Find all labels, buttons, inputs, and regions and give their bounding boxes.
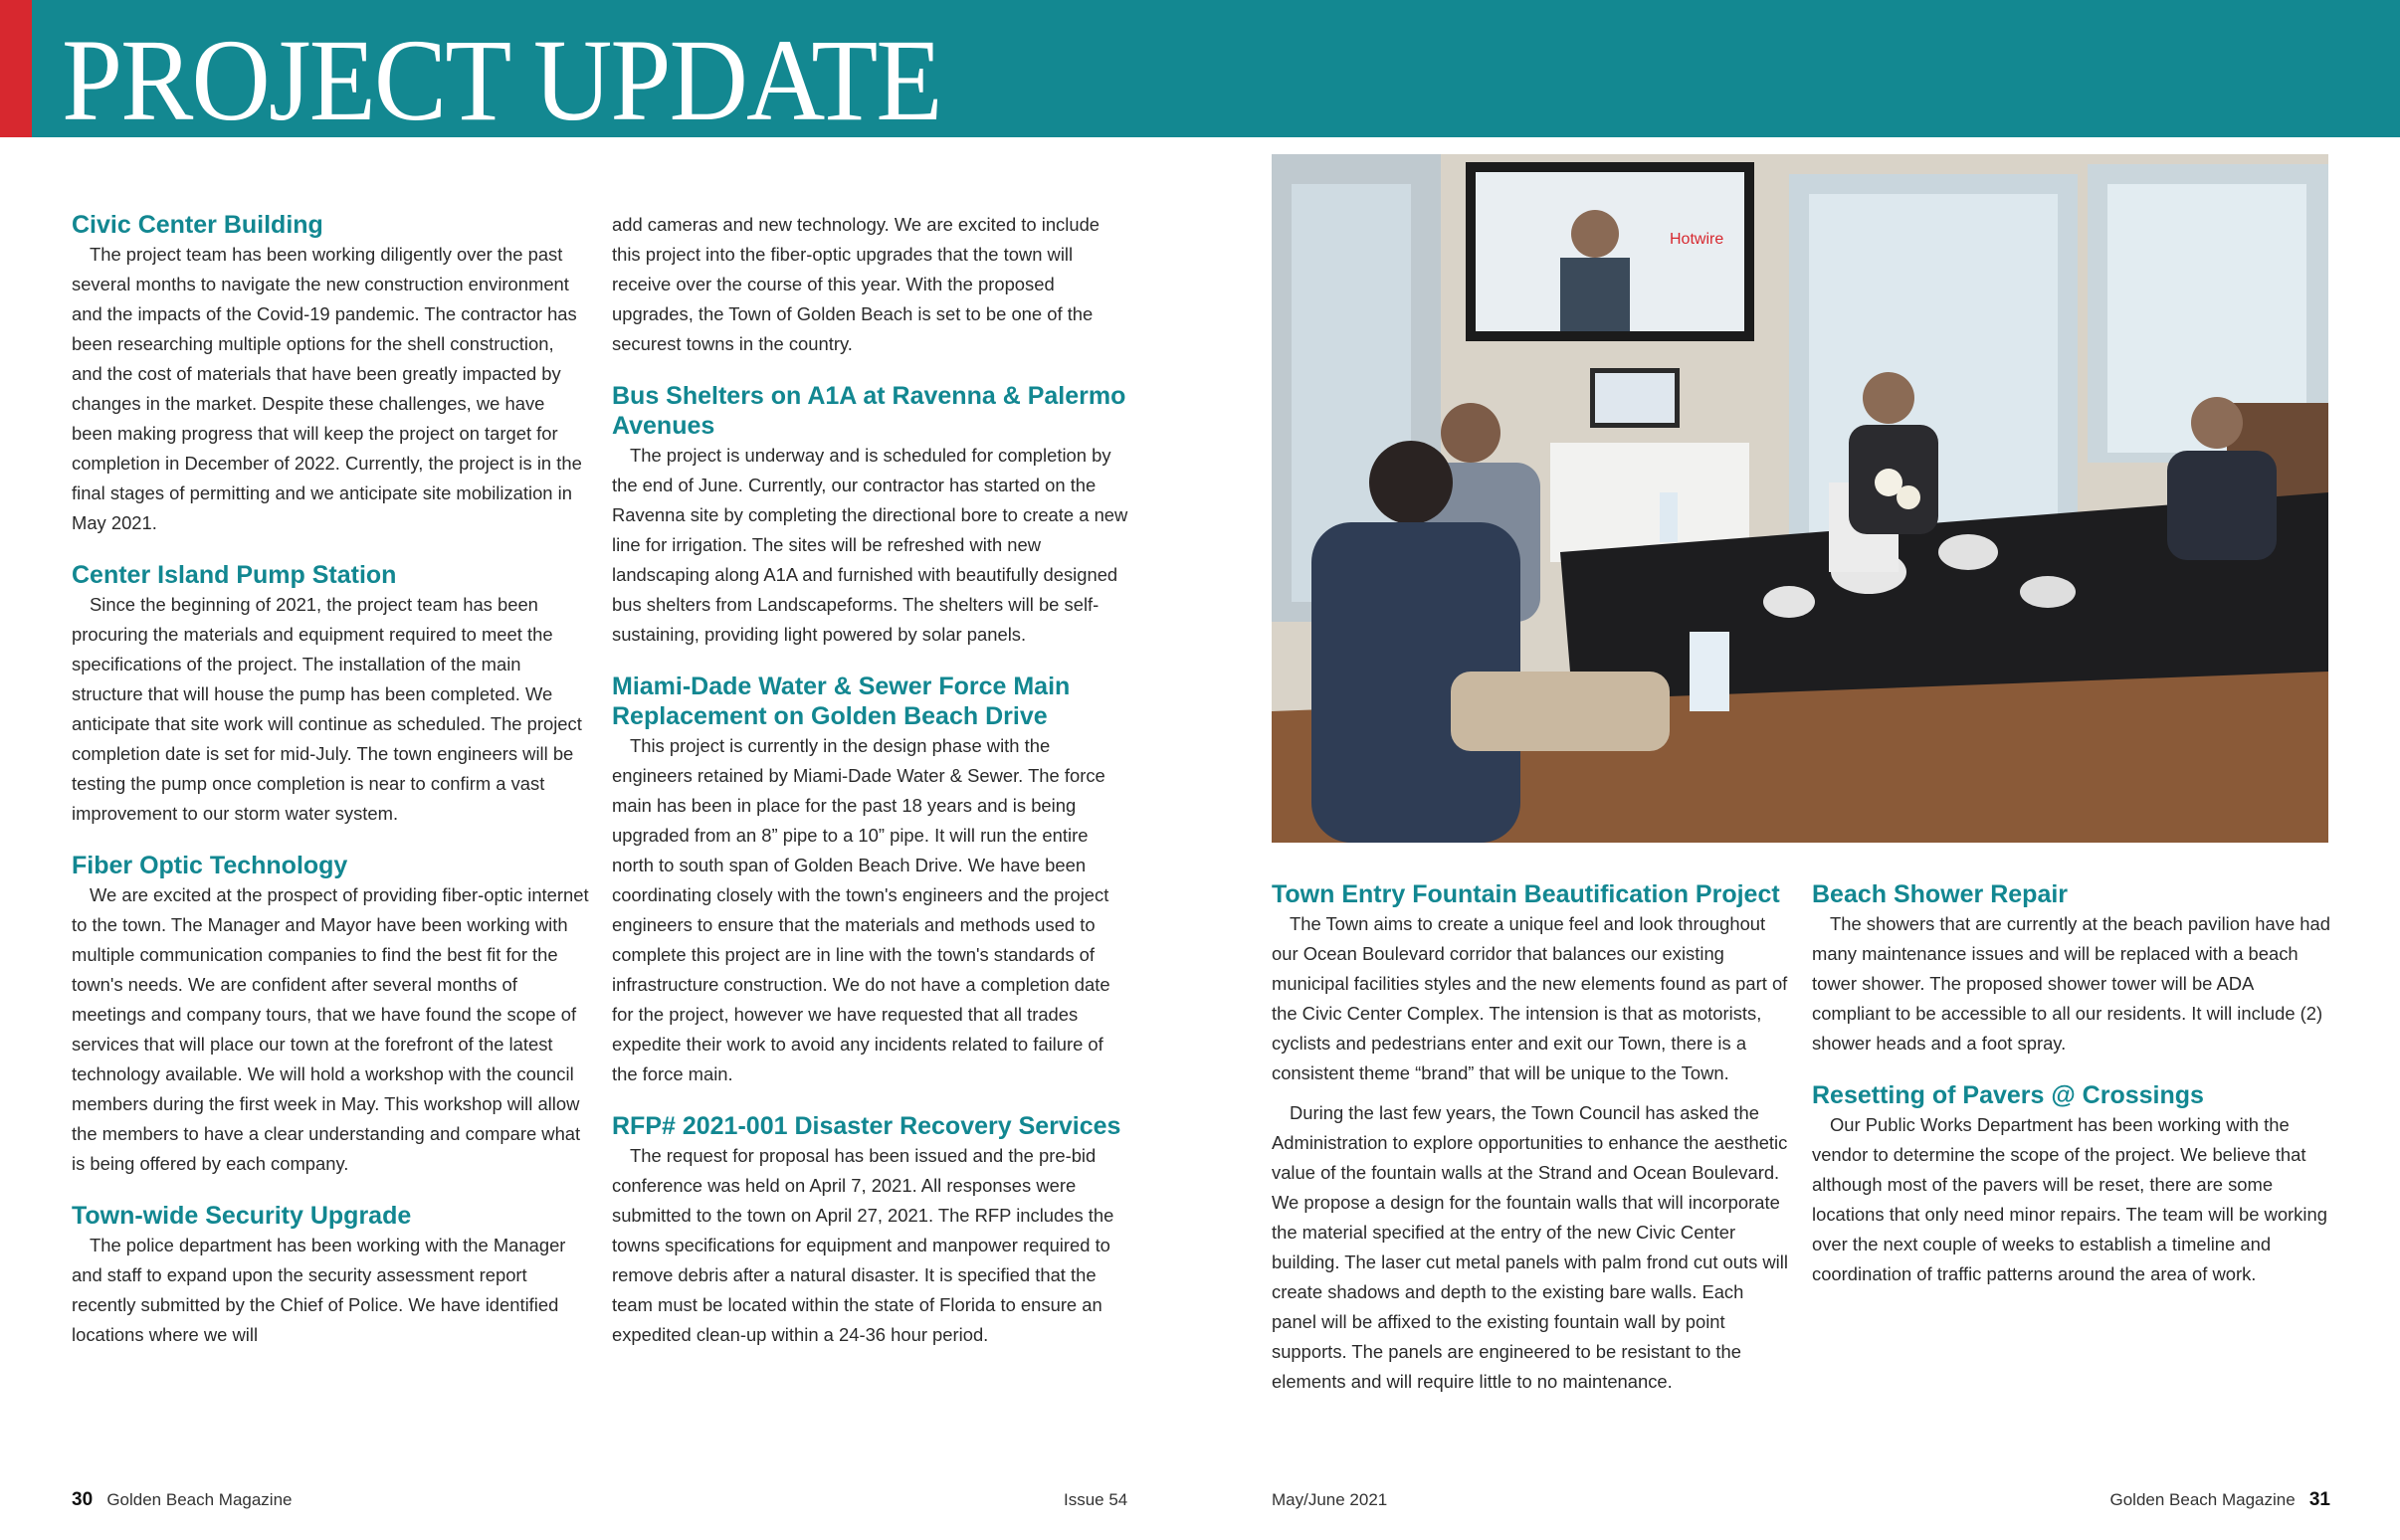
column-3	[1272, 879, 1791, 1419]
page-number-left: 30	[72, 1489, 94, 1510]
header-accent-bar	[0, 0, 32, 137]
footer-right	[2110, 1488, 2331, 1512]
section-body: The police department has been working with the Manager and staff to expand upon the security assessment report recently submitted by the Chief of Police. We have identified locations where we will	[72, 1235, 566, 1345]
paragraph-gap	[1272, 1088, 1791, 1098]
footer-issue: Issue 54	[1064, 1490, 1128, 1509]
section-body: The project is underway and is scheduled for completion by the end of June. Currently, our contractor has started on the Ravenna site by completing the directional bore to create a new line for irrigation. The sites will be refreshed with new landscaping along A1A and furnished with beautifully designed bus shelters from Landscapeforms. The shelters will be self-sustaining, providing light powered by solar panels.	[612, 445, 1128, 645]
section-body: We are excited at the prospect of providing fiber-optic internet to the town. The Manager and Mayor have been working with multiple communication companies to find the best fit for the town's needs. We are confident after several months of meetings and company tours, that we have found the scope of services that will place our town at the forefront of the latest technology available. We will hold a workshop with the council members during the first week in May. This workshop will allow the members to have a clear understanding and compare what is being offered by each company.	[72, 884, 589, 1174]
section-body: The project team has been working diligently over the past several months to navigate the new construction environment and the impacts of the Covid-19 pandemic. The contractor has been researching multiple options for the shell construction, and the cost of materials that have been greatly impacted by changes in the market. Despite these challenges, we have been making progress that will keep the project on target for completion in December of 2022. Currently, the project is in the final stages of permitting and we anticipate site mobilization in May 2021.	[72, 244, 582, 533]
section-heading: RFP# 2021-001 Disaster Recovery Services	[612, 1112, 1121, 1140]
section-body: The showers that are currently at the beach pavilion have had many maintenance issues and will be replaced with a beach tower shower. The proposed shower tower will be ADA compliant to be accessible to all our residents. It will include (2) shower heads and a foot spray.	[1812, 913, 2330, 1054]
section-heading: Center Island Pump Station	[72, 561, 397, 589]
section-body: During the last few years, the Town Council has asked the Administration to explore opportunities to enhance the aesthetic value of the fountain walls at the Strand and Ocean Boulevard. We propose a design for the fountain walls that will incorporate the material specified at the entry of the new Civic Center building. The laser cut metal panels with palm frond cut outs will create shadows and depth to the existing bare walls. Each panel will be affixed to the existing fountain wall by point supports. The panels are engineered to be resistant to the elements and will require little to no maintenance.	[1272, 1102, 1788, 1392]
section-bus-shelters	[612, 381, 1129, 650]
section-heading: Fiber Optic Technology	[72, 852, 348, 879]
section-heading: Miami-Dade Water & Sewer Force Main Replacement on Golden Beach Drive	[612, 673, 1071, 730]
section-heading: Bus Shelters on A1A at Ravenna & Palermo Avenues	[612, 382, 1126, 440]
section-heading: Beach Shower Repair	[1812, 880, 2069, 908]
section-beach-shower	[1812, 879, 2331, 1059]
section-body: Since the beginning of 2021, the project team has been procuring the materials and equipment required to meet the specifications of the project. The installation of the main structure that will house the pump has been completed. We anticipate that site work will continue as scheduled. The project completion date is set for mid-July. The town engineers will be testing the pump once completion is near to confirm a vast improvement to our storm water system.	[72, 594, 582, 824]
section-security-upgrade	[72, 1201, 589, 1350]
section-heading: Civic Center Building	[72, 211, 323, 239]
page-number-right: 31	[2308, 1489, 2330, 1510]
column-1	[72, 210, 589, 1372]
section-civic-center	[72, 210, 589, 538]
column-2	[612, 210, 1129, 1372]
section-security-continued	[612, 210, 1129, 359]
page-title: PROJECT UPDATE	[62, 15, 941, 145]
meeting-photo	[1272, 154, 2328, 843]
section-body: The request for proposal has been issued and the pre-bid conference was held on April 7, 2021. All responses were submitted to the town on April 27, 2021. The RFP includes the towns specifications for equipment and manpower required to remove debris after a natural disaster. It is specified that the team must be located within the state of Florida to ensure an expedited clean-up within a 24-36 hour period.	[612, 1145, 1114, 1345]
section-rfp-disaster-recovery	[612, 1111, 1129, 1350]
section-force-main	[612, 672, 1129, 1089]
section-heading: Resetting of Pavers @ Crossings	[1812, 1081, 2204, 1109]
section-fiber-optic	[72, 851, 589, 1179]
section-body: Our Public Works Department has been working with the vendor to determine the scope of the project. We believe that although most of the pavers will be reset, there are some locations that only need minor repairs. The team will be working over the next couple of weeks to establish a timeline and coordination of traffic patterns around the area of work.	[1812, 1114, 2327, 1284]
section-body: The Town aims to create a unique feel and look throughout our Ocean Boulevard corridor that balances our existing municipal facilities styles and the new elements found as part of the Civic Center Complex. The intension is that as motorists, cyclists and pedestrians enter and exit our Town, there is a consistent theme “brand” that will be unique to the Town.	[1272, 913, 1788, 1083]
section-pavers	[1812, 1080, 2331, 1289]
meeting-photo-illustration	[1272, 154, 2328, 843]
section-body: This project is currently in the design phase with the engineers retained by Miami-Dade Water & Sewer. The force main has been in place for the past 18 years and is being upgraded from an 8” pipe to a 10” pipe. It will run the entire north to south span of Golden Beach Drive. We have been coordinating closely with the town's engineers and the project engineers to ensure that the materials and methods used to complete this project are in line with the town's standards of infrastructure construction. We do not have a completion date for the project, however we have requested that all trades expedite their work to avoid any incidents related to failure of the force main.	[612, 735, 1110, 1084]
footer-date: May/June 2021	[1272, 1490, 1388, 1509]
section-heading: Town-wide Security Upgrade	[72, 1202, 412, 1230]
section-fountain-beautification	[1272, 879, 1791, 1397]
section-heading: Town Entry Fountain Beautification Project	[1272, 880, 1780, 908]
section-body-continued: add cameras and new technology. We are excited to include this project into the fiber-optic upgrades that the town will receive over the course of this year. With the proposed upgrades, the Town of Golden Beach is set to be one of the securest towns in the country.	[612, 214, 1100, 354]
section-pump-station	[72, 560, 589, 829]
magazine-name-right: Golden Beach Magazine	[2109, 1490, 2296, 1509]
footer-left	[72, 1488, 293, 1512]
tv-screen-logo: Hotwire	[1670, 231, 1724, 248]
column-4	[1812, 879, 2331, 1311]
magazine-name-left: Golden Beach Magazine	[106, 1490, 293, 1509]
